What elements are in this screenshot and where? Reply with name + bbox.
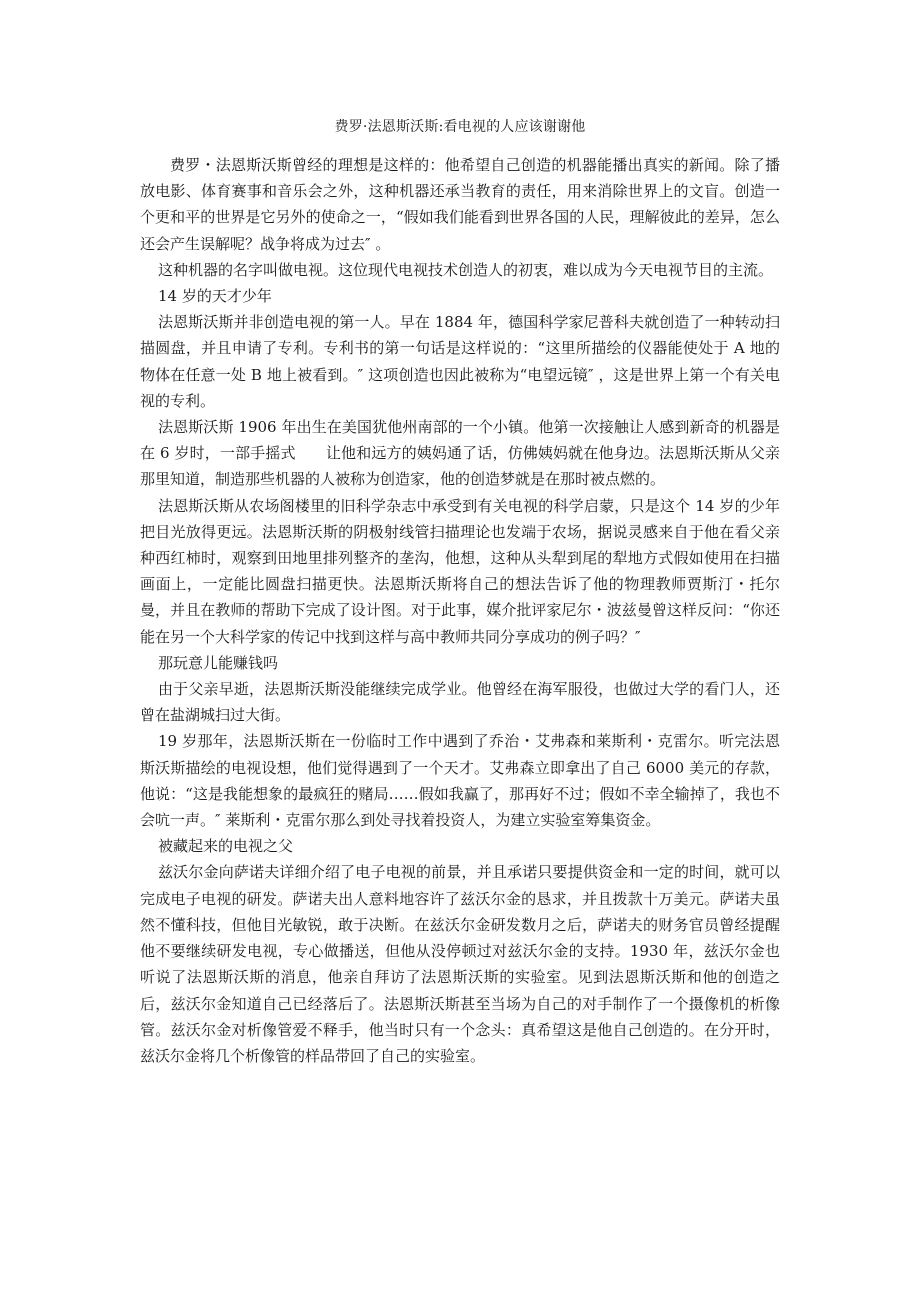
paragraph-scanning-theory: 法恩斯沃斯从农场阁楼里的旧科学杂志中承受到有关电视的科学启蒙，只是这个 14 岁的少年把目光放得更远。法恩斯沃斯的阴极射线管扫描理论也发端于农场，据说灵感来自于他在看父亲种西红柿时，观察到田地里排列整齐的垄沟，他想，这种从头犁到尾的犁地方式假如使用在扫描画面上，一定能比圆盘扫描更快。法恩斯沃斯将自己的想法告诉了他的物理教师贾斯汀・托尔曼，并且在教师的帮助下完成了设计图。对于此事，媒介批评家尼尔・波兹曼曾这样反问：“你还能在另一个大科学家的传记中找到这样与高中教师共同分享成功的例子吗？″ xyxy=(140,496,780,646)
paragraph-first-tv-patent: 法恩斯沃斯并非创造电视的第一人。早在 1884 年，德国科学家尼普科夫就创造了一种转动扫描圆盘，并且申请了专利。专利书的第一句话是这样说的：“这里所描绘的仪器能使处于 A 地的物体在任意一处 B 地上被看到。″ 这项创造也因此被称为“电望远镜″ ，这是世界上第一个有关电视的专利。 xyxy=(140,313,780,410)
paragraph-early-life: 由于父亲早逝，法恩斯沃斯没能继续完成学业。他曾经在海军服役，也做过大学的看门人，还曾在盐湖城扫过大街。 xyxy=(140,680,780,725)
section-heading-genius: 14 岁的天才少年 xyxy=(158,287,272,306)
document-title: 费罗·法恩斯沃斯:看电视的人应该谢谢他 xyxy=(334,119,586,135)
paragraph-zworykin: 兹沃尔金向萨诺夫详细介绍了电子电视的前景，并且承诺只要提供资金和一定的时间，就可以完成电子电视的研发。萨诺夫出人意料地容许了兹沃尔金的恳求，并且拨款十万美元。萨诺夫虽然不懂科技，但他目光敏锐，敢于决断。在兹沃尔金研发数月之后，萨诺夫的财务官员曾经提醒他不要继续研发电视，专心做播送，但他从没停顿过对兹沃尔金的支持。1930 年，兹沃尔金也听说了法恩斯沃斯的消息，他亲自拜访了法恩斯沃斯的实验室。见到法恩斯沃斯和他的创造之后，兹沃尔金知道自己已经落后了。法恩斯沃斯甚至当场为自己的对手制作了一个摄像机的析像管。兹沃尔金对析像管爱不释手，他当时只有一个念头：真希望这是他自己创造的。在分开时，兹沃尔金将几个析像管的样品带回了自己的实验室。 xyxy=(140,863,780,1065)
paragraph-tv-name: 这种机器的名字叫做电视。这位现代电视技术创造人的初衷，难以成为今天电视节目的主流。 xyxy=(158,260,774,279)
paragraph-investors: 19 岁那年，法恩斯沃斯在一份临时工作中遇到了乔治・艾弗森和莱斯利・克雷尔。听完法恩斯沃斯描绘的电视设想，他们觉得遇到了一个天才。艾弗森立即拿出了自己 6000 美元的存款，他说：“这是我能想象的最疯狂的赌局……假如我赢了，那再好不过；假如不幸全输掉了，我也不会吭一声。″ 莱斯利・克雷尔那么到处寻找着投资人，为建立实验室筹集资金。 xyxy=(140,732,780,830)
document-body xyxy=(140,152,780,1069)
paragraph-intro: 费罗・法恩斯沃斯曾经的理想是这样的：他希望自己创造的机器能播出真实的新闻。除了播放电影、体育赛事和音乐会之外，这种机器还承当教育的责任，用来消除世界上的文盲。创造一个更和平的世界是它另外的使命之一，“假如我们能看到世界各国的人民，理解彼此的差异，怎么还会产生误解呢？战争将成为过去″ 。 xyxy=(140,156,780,253)
paragraph-childhood: 法恩斯沃斯 1906 年出生在美国犹他州南部的一个小镇。他第一次接触让人感到新奇的机器是在 6 岁时，一部手摇式 让他和远方的姨妈通了话，仿佛姨妈就在他身边。法恩斯沃斯从父亲那里知道，制造那些机器的人被称为创造家，他的创造梦就是在那时被点燃的。 xyxy=(140,418,780,489)
section-heading-money: 那玩意儿能赚钱吗 xyxy=(158,653,279,672)
section-heading-hidden-father: 被藏起来的电视之父 xyxy=(158,837,294,856)
